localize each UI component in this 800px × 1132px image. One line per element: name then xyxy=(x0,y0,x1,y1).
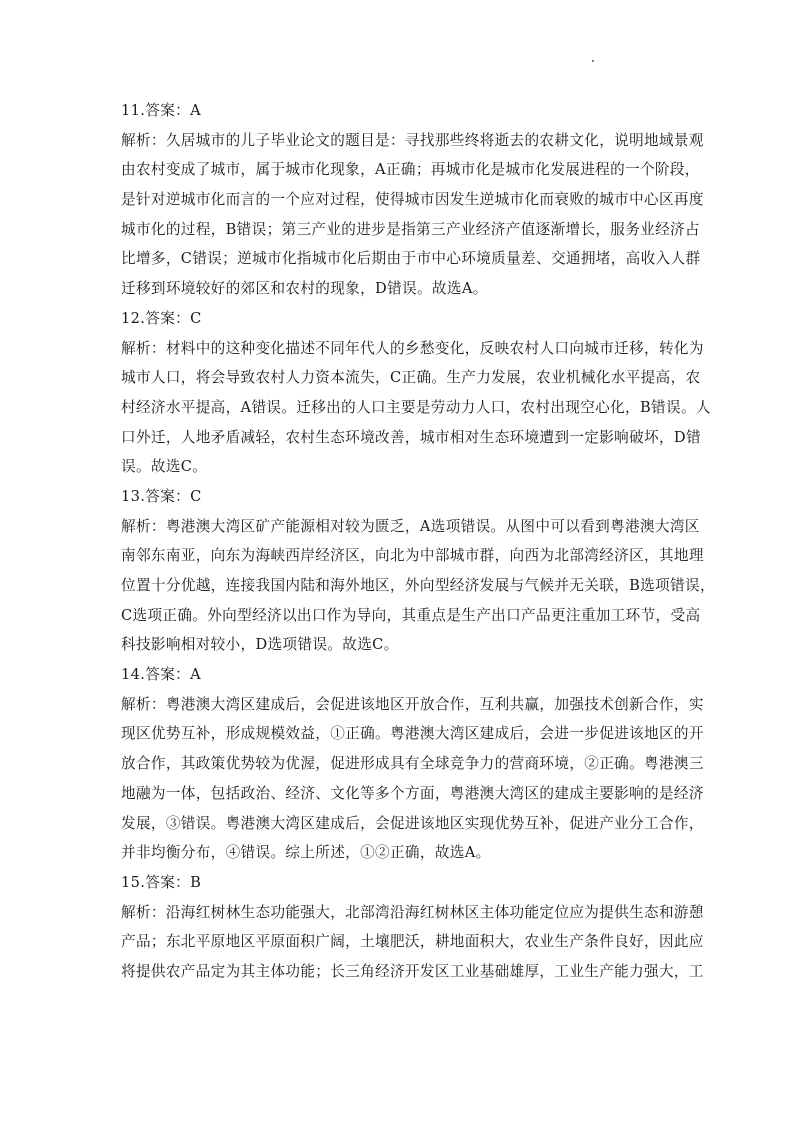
text-line: 解析：沿海红树林生态功能强大，北部湾沿海红树林区主体功能定位应为提供生态和游憩 xyxy=(121,903,704,921)
text-line: 村经济水平提高，A错误。迁移出的人口主要是劳动力人口，农村出现空心化，B错误。人 xyxy=(121,398,711,416)
text-line: 现区优势互补，形成规模效益，①正确。粤港澳大湾区建成后，会进一步促进该地区的开 xyxy=(121,725,704,743)
text-line: 口外迁，人地矛盾减轻，农村生态环境改善，城市相对生态环境遭到一定影响破坏，D错 xyxy=(121,428,701,446)
text-line: 11.答案：A xyxy=(121,102,201,119)
text-line: 科技影响相对较小，D选项错误。故选C。 xyxy=(121,636,399,654)
text-line: 误。故选C。 xyxy=(121,458,208,476)
text-line: 并非均衡分布，④错误。综上所述，①②正确，故选A。 xyxy=(121,844,491,862)
text-line: 城市人口，将会导致农村人力资本流失，C正确。生产力发展，农业机械化水平提高，农 xyxy=(121,369,701,387)
text-line: 12.答案：C xyxy=(121,309,202,327)
text-line: 解析：粤港澳大湾区矿产能源相对较为匮乏，A选项错误。从图中可以看到粤港澳大湾区 xyxy=(121,517,700,535)
text-line: 位置十分优越，连接我国内陆和海外地区，外向型经济发展与气候并无关联，B选项错误， xyxy=(121,577,715,594)
text-line: 迁移到环境较好的郊区和农村的现象，D错误。故选A。 xyxy=(121,280,488,298)
text-line: 解析：材料中的这种变化描述不同年代人的乡愁变化，反映农村人口向城市迁移，转化为 xyxy=(121,339,704,357)
text-line: 发展，③错误。粤港澳大湾区建成后，会促进该地区实现优势互补，促进产业分工合作， xyxy=(121,814,704,832)
document-body xyxy=(121,96,715,987)
text-line: 放合作，其政策优势较为优渥，促进形成具有全球竞争力的营商环境，②正确。粤港澳三 xyxy=(121,755,704,773)
text-line: 解析：粤港澳大湾区建成后，会促进该地区开放合作，互利共赢，加强技术创新合作，实 xyxy=(121,695,704,713)
text-line: 产品；东北平原地区平原面积广阔，土壤肥沃，耕地面积大，农业生产条件良好，因此应 xyxy=(121,933,704,951)
text-line: 比增多，C错误；逆城市化指城市化后期由于市中心环境质量差、交通拥堵，高收入人群 xyxy=(121,250,701,268)
text-line: 南邻东南亚，向东为海峡西岸经济区，向北为中部城市群，向西为北部湾经济区，其地理 xyxy=(121,547,704,565)
text-line: 15.答案：B xyxy=(121,873,202,891)
text-line: 地融为一体，包括政治、经济、文化等多个方面，粤港澳大湾区的建成主要影响的是经济 xyxy=(121,784,704,802)
text-line: 14.答案：A xyxy=(121,666,201,684)
text-line: C选项正确。外向型经济以出口作为导向，其重点是生产出口产品更注重加工环节，受高 xyxy=(121,606,701,624)
page-mark xyxy=(592,60,594,62)
text-line: 将提供农产品定为其主体功能；长三角经济开发区工业基础雄厚，工业生产能力强大，工 xyxy=(121,962,704,980)
text-line: 由农村变成了城市，属于城市化现象，A正确；再城市化是城市化发展进程的一个阶段， xyxy=(121,161,700,179)
text-line: 城市化的过程，B错误；第三产业的进步是指第三产业经济产值逐渐增长，服务业经济占 xyxy=(121,220,700,238)
text-line: 13.答案：C xyxy=(121,487,202,505)
text-line: 是针对逆城市化而言的一个应对过程，使得城市因发生逆城市化而衰败的城市中心区再度 xyxy=(121,191,704,209)
text-line: 解析：久居城市的儿子毕业论文的题目是：寻找那些终将逝去的农耕文化，说明地域景观 xyxy=(121,131,704,149)
